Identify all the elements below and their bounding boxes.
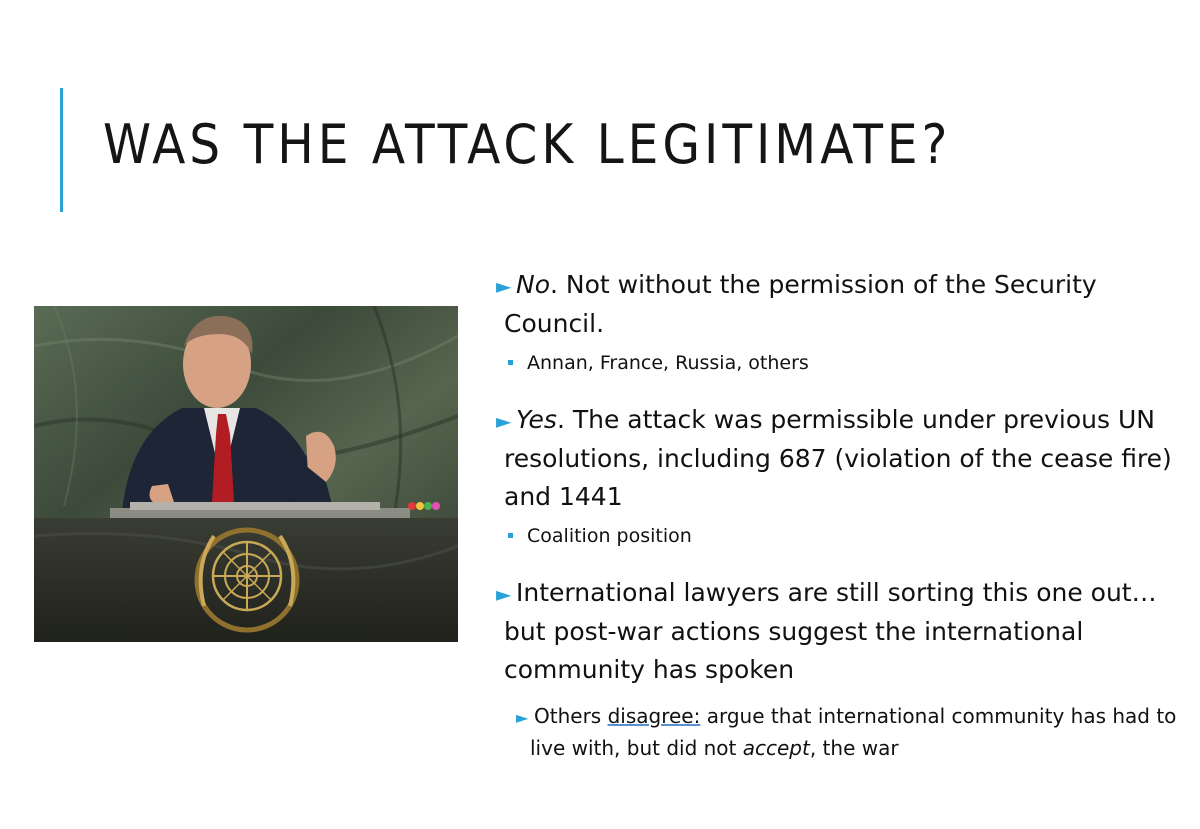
sub-bullet-3-underlined: disagree: [607,704,701,728]
square-bullet-icon [508,533,513,538]
bullet-1 [496,266,1186,343]
bullet-2 [496,401,1186,516]
arrow-bullet-icon: ► [516,708,529,727]
slide-title: WAS THE ATTACK LEGITIMATE? [103,113,952,176]
title-accent-bar [60,88,63,212]
bullet-3 [496,574,1186,689]
bullet-2-text: . The attack was permissible under previous UN resolutions, including 687 (violation of the cease fire) and 1441 [504,405,1172,511]
photo [34,306,458,642]
sub-bullet-1-text: Annan, France, Russia, others [527,352,809,374]
sub-bullet-1 [508,349,1186,377]
sub-bullet-3-suffix: , the war [809,736,899,760]
bullet-1-lead: No [516,270,550,299]
arrow-bullet-icon: ► [496,274,512,298]
bullet-list [496,266,1186,764]
sub-bullet-3-italic: accept [742,736,810,760]
speaker-at-podium-photo [34,306,458,642]
sub-bullet-2-text: Coalition position [527,525,692,547]
sub-bullet-2 [508,522,1186,550]
sub-bullet-3 [516,701,1186,764]
arrow-bullet-icon: ► [496,409,512,433]
sub-bullet-3-prefix: Others [534,704,608,728]
bullet-3-text: International lawyers are still sorting this one out…but post-war actions suggest the international community has spoken [504,578,1157,684]
square-bullet-icon [508,360,513,365]
bullet-2-lead: Yes [516,405,557,434]
sub-bullet-3-middle: argue that international community has had to live with, but did not [530,704,1177,760]
arrow-bullet-icon: ► [496,582,512,606]
bullet-1-text: . Not without the permission of the Security Council. [504,270,1097,338]
